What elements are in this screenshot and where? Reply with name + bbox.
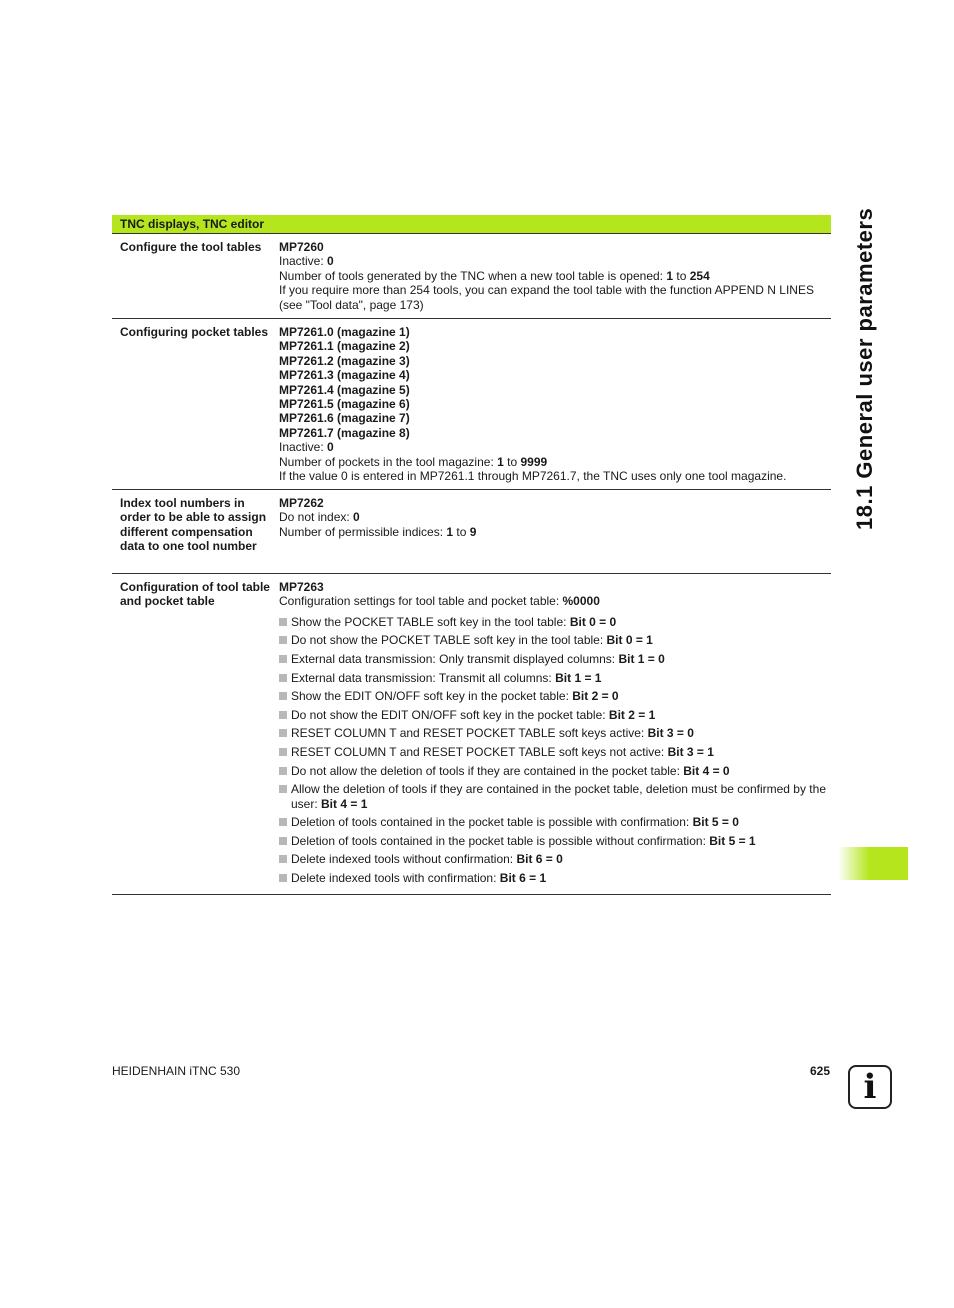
line-text: Show the EDIT ON/OFF soft key in the pocket table: (291, 689, 573, 704)
row-body (279, 580, 827, 890)
row-body (279, 496, 827, 539)
body-line (279, 339, 827, 353)
line-text: Delete indexed tools with confirmation: (291, 870, 500, 885)
body-line (279, 525, 827, 539)
line-text: If you require more than 254 tools, you can expand the tool table with the function APPEND N LINES (see "Tool data", page 173) (279, 283, 814, 312)
line-text: Do not allow the deletion of tools if they are contained in the pocket table: (291, 763, 684, 778)
line-value: 254 (689, 268, 710, 283)
list-item (279, 652, 827, 666)
list-item (279, 834, 827, 848)
body-line (279, 325, 827, 339)
list-item (279, 726, 827, 740)
line-value: Bit 6 = 0 (516, 852, 563, 867)
line-value: Bit 4 = 0 (683, 763, 730, 778)
square-bullet-icon (279, 748, 287, 756)
line-value: Bit 2 = 0 (572, 689, 619, 704)
line-value: 1 (666, 268, 674, 283)
line-text: to (453, 524, 470, 539)
square-bullet-icon (279, 874, 287, 882)
line-value: MP7261.7 (magazine 8) (279, 425, 410, 440)
chapter-side-title: 18.1 General user parameters (852, 207, 877, 530)
body-line (279, 426, 827, 440)
body-line (279, 469, 827, 483)
line-value: Bit 1 = 0 (618, 652, 665, 666)
line-value: MP7261.1 (magazine 2) (279, 339, 410, 354)
line-value: Bit 3 = 0 (647, 726, 694, 741)
table-row (112, 234, 831, 319)
table-row (112, 319, 831, 490)
line-value: 9999 (520, 454, 548, 469)
line-value: Bit 4 = 1 (321, 796, 368, 811)
line-value: 0 (327, 440, 334, 455)
square-bullet-icon (279, 636, 287, 644)
line-value: Bit 3 = 1 (667, 744, 714, 759)
section-header: TNC displays, TNC editor (112, 215, 831, 234)
table-row (112, 490, 831, 574)
square-bullet-icon (279, 674, 287, 682)
list-item (279, 633, 827, 647)
line-text: External data transmission: Transmit all columns: (291, 670, 556, 685)
line-text: to (673, 268, 690, 283)
line-value: Bit 0 = 1 (606, 633, 653, 648)
square-bullet-icon (279, 767, 287, 775)
list-item (279, 871, 827, 885)
line-text: Number of tools generated by the TNC when a new tool table is opened: (279, 268, 667, 283)
line-value: Bit 1 = 1 (555, 670, 602, 685)
list-item (279, 815, 827, 829)
line-text: Delete indexed tools without confirmation: (291, 852, 517, 867)
body-line (279, 397, 827, 411)
line-value: MP7261.4 (magazine 5) (279, 382, 410, 397)
line-text: Number of permissible indices: (279, 524, 447, 539)
body-line (279, 368, 827, 382)
square-bullet-icon (279, 855, 287, 863)
list-item (279, 708, 827, 722)
bullet-list (279, 615, 827, 886)
line-text: RESET COLUMN T and RESET POCKET TABLE soft keys not active: (291, 744, 668, 759)
line-text: Do not index: (279, 510, 354, 525)
square-bullet-icon (279, 618, 287, 626)
line-text: Configuration settings for tool table and pocket table: (279, 594, 563, 609)
line-value: 0 (353, 510, 360, 525)
list-item (279, 615, 827, 629)
body-line (279, 283, 827, 312)
chapter-tab-marker (838, 847, 908, 880)
row-label: Configuration of tool table and pocket table (120, 580, 270, 609)
square-bullet-icon (279, 711, 287, 719)
line-value: 1 (497, 454, 504, 469)
line-value: MP7261.6 (magazine 7) (279, 411, 410, 426)
footer-product-name: HEIDENHAIN iTNC 530 (112, 1064, 241, 1078)
line-text: Deletion of tools contained in the pocket table is possible with confirmation: (291, 815, 693, 830)
line-text: Inactive: (279, 254, 328, 269)
list-item (279, 852, 827, 866)
line-value: MP7261.0 (magazine 1) (279, 325, 410, 339)
line-text: RESET COLUMN T and RESET POCKET TABLE soft keys active: (291, 726, 648, 741)
list-item (279, 689, 827, 703)
square-bullet-icon (279, 655, 287, 663)
line-value: MP7262 (279, 496, 324, 510)
list-item (279, 745, 827, 759)
line-text: to (503, 454, 521, 469)
body-line (279, 240, 827, 254)
line-value: %0000 (562, 594, 600, 609)
body-line (279, 580, 827, 594)
line-text: Inactive: (279, 440, 328, 455)
line-value: MP7261.3 (magazine 4) (279, 368, 410, 383)
row-body (279, 240, 827, 312)
line-value: 1 (446, 524, 454, 539)
body-line (279, 455, 827, 469)
body-line (279, 440, 827, 454)
page-number: 625 (809, 1064, 830, 1078)
list-item (279, 764, 827, 778)
line-value: Bit 0 = 0 (569, 614, 617, 629)
body-line (279, 411, 827, 425)
line-text: Do not show the EDIT ON/OFF soft key in the pocket table: (291, 707, 609, 722)
row-label: Configuring pocket tables (120, 325, 269, 339)
body-line (279, 254, 827, 268)
info-icon: i (848, 1065, 892, 1109)
line-text: Number of pockets in the tool magazine: (279, 454, 498, 469)
body-line (279, 269, 827, 283)
body-line (279, 354, 827, 368)
body-line (279, 383, 827, 397)
body-line (279, 496, 827, 510)
square-bullet-icon (279, 729, 287, 737)
row-body (279, 325, 827, 483)
line-text: Show the POCKET TABLE soft key in the tool table: (291, 614, 570, 629)
list-item (279, 671, 827, 685)
line-text: Deletion of tools contained in the pocket table is possible without confirmation: (291, 833, 710, 848)
line-value: 9 (469, 524, 477, 539)
line-value: Bit 2 = 1 (608, 707, 656, 722)
line-text: If the value 0 is entered in MP7261.1 through MP7261.7, the TNC uses only one tool magazine. (279, 469, 787, 484)
line-text: External data transmission: Only transmit displayed columns: (291, 652, 619, 666)
line-value: Bit 5 = 0 (692, 815, 739, 830)
line-value: MP7261.5 (magazine 6) (279, 397, 410, 412)
body-line (279, 510, 827, 524)
line-value: MP7260 (279, 240, 324, 254)
square-bullet-icon (279, 818, 287, 826)
line-text: Allow the deletion of tools if they are contained in the pocket table, deletion must be confirmed by the user: (291, 782, 826, 811)
line-value: Bit 5 = 1 (709, 833, 756, 848)
body-line (279, 594, 827, 608)
row-label: Configure the tool tables (120, 240, 262, 254)
square-bullet-icon (279, 785, 287, 793)
line-value: MP7261.2 (magazine 3) (279, 353, 410, 368)
list-item (279, 782, 827, 811)
square-bullet-icon (279, 692, 287, 700)
line-value: Bit 6 = 1 (499, 870, 547, 885)
line-text: Do not show the POCKET TABLE soft key in the tool table: (291, 633, 607, 648)
table-row (112, 574, 831, 895)
row-label: Index tool numbers in order to be able to assign different compensation data to one tool number (120, 496, 267, 554)
square-bullet-icon (279, 837, 287, 845)
line-value: MP7263 (279, 580, 324, 594)
line-value: 0 (327, 254, 334, 269)
